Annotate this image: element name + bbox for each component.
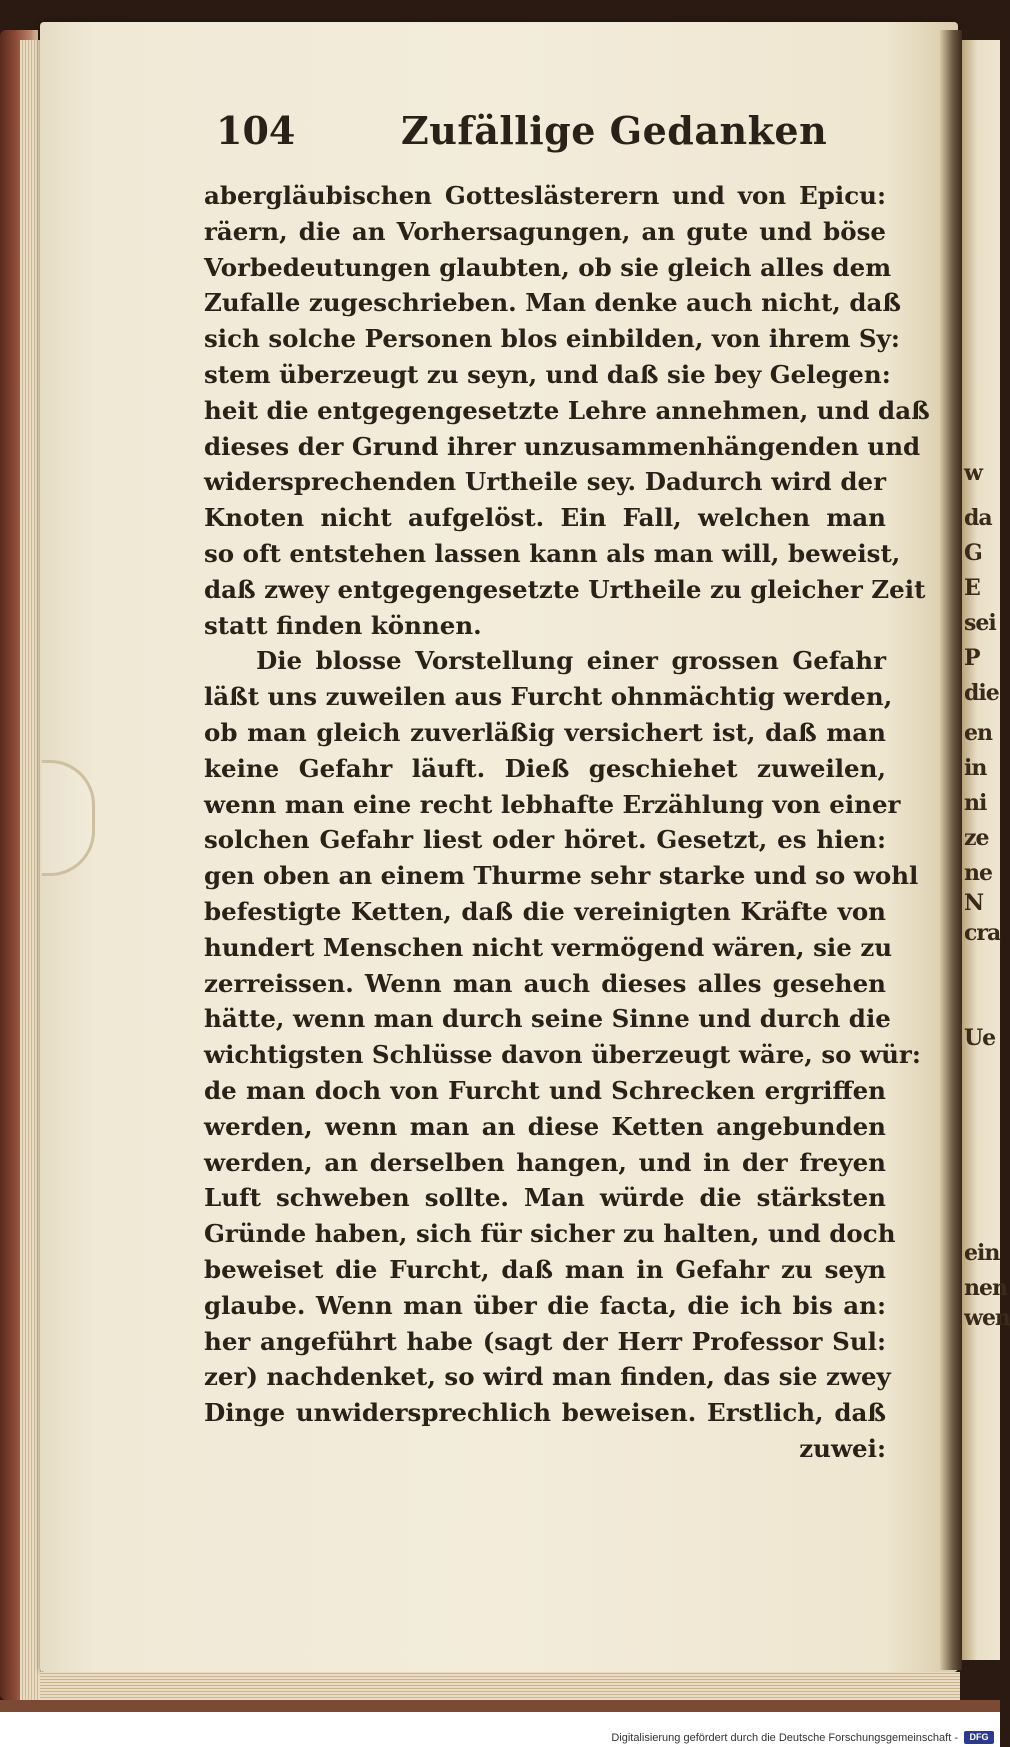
text-line: glaube. Wenn man über die facta, die ich bis an: [204,1290,886,1320]
text-line: befestigte Ketten, daß die vereinigten Kräfte von [204,896,886,926]
page-header [216,108,876,168]
text-line: daß zwey entgegengesetzte Urtheile zu gleicher Zeit [204,574,926,604]
text-line: heit die entgegengesetzte Lehre annehmen, und daß [204,395,930,425]
page-edges-left [20,40,42,1700]
text-line: wichtigsten Schlüsse davon überzeugt wäre, so wür: [204,1040,921,1070]
text-line: werden, wenn man an diese Ketten angebunden [204,1111,886,1141]
text-line: widersprechenden Urtheile sey. Dadurch wird der [204,467,886,497]
facing-page-fragment: ze [964,825,989,851]
text-line: Zufalle zugeschrieben. Man denke auch nicht, daß [204,288,901,318]
running-title: Zufällige Gedanken [401,108,828,153]
facing-page-fragment: ein [964,1240,1000,1266]
text-line: zerreissen. Wenn man auch dieses alles gesehen [204,968,886,998]
footer-credit: Digitalisierung gefördert durch die Deutsche Forschungsgemeinschaft - [611,1732,958,1744]
facing-page-fragment: ne [964,860,992,886]
text-line: abergläubischen Gotteslästerern und von Epicu: [204,181,886,210]
book-cover-edge [0,1700,1000,1712]
text-line: läßt uns zuweilen aus Furcht ohnmächtig werden, [204,682,893,712]
facing-page-fragment: die [964,680,999,706]
text-line: solchen Gefahr liest oder höret. Gesetzt, es hien: [204,825,886,855]
text-line: räern, die an Vorhersagungen, an gute und böse [204,216,886,246]
facing-page-fragment: w [964,460,982,486]
facing-page-fragment: nen [964,1275,1007,1301]
body-text [204,178,930,1467]
text-line: Vorbedeutungen glaubten, ob sie gleich alles dem [204,252,892,282]
text-line: Luft schweben sollte. Man würde die stärksten [204,1183,886,1213]
facing-page-fragment: wen [964,1305,1010,1331]
dfg-logo: DFG [964,1731,994,1744]
facing-page-fragment: G [964,540,982,566]
text-line: statt finden können. [204,610,482,640]
text-line: dieses der Grund ihrer unzusammenhängenden und [204,431,921,461]
facing-page-fragment: cra [964,920,1001,946]
text-line: hätte, wenn man durch seine Sinne und durch die [204,1004,891,1034]
catchword: zuwei: [799,1433,886,1463]
text-line: Dinge unwidersprechlich beweisen. Erstlich, daß [204,1398,886,1428]
facing-page-fragment: E [964,575,980,601]
facing-page-fragment: ni [964,790,987,816]
text-line: so oft entstehen lassen kann als man will, beweist, [204,538,901,568]
text-line: gen oben an einem Thurme sehr starke und so wohl [204,861,919,891]
text-line: wenn man eine recht lebhafte Erzählung von einer [204,789,901,819]
text-line: beweiset die Furcht, daß man in Gefahr zu seyn [204,1254,886,1284]
text-line: stem überzeugt zu seyn, und daß sie bey Gelegen: [204,359,891,389]
text-line: keine Gefahr läuft. Dieß geschiehet zuweilen, [204,753,886,783]
text-line: Gründe haben, sich für sicher zu halten, und doch [204,1219,896,1249]
text-line: zer) nachdenket, so wird man finden, das sie zwey [204,1362,891,1392]
facing-page-fragment: P [964,645,980,671]
text-line: de man doch von Furcht und Schrecken ergriffen [204,1075,886,1105]
facing-page-fragment: N [964,890,984,916]
text-line: sich solche Personen blos einbilden, von ihrem Sy: [204,324,900,354]
text-line: her angeführt habe (sagt der Herr Professor Sul: [204,1326,886,1356]
facing-page-fragment: da [964,505,992,531]
text-line: werden, an derselben hangen, und in der freyen [204,1147,886,1177]
facing-page-fragment: en [964,720,992,746]
page-edges-bottom [40,1672,960,1700]
page-number: 104 [216,108,296,153]
text-line: ob man gleich zuverläßig versichert ist, daß man [204,717,886,747]
facing-page-edge [962,40,1010,1660]
footer [0,1712,1000,1747]
facing-page-fragment: sei [964,610,996,636]
text-line: Die blosse Vorstellung einer grossen Gefahr [256,646,886,676]
facing-page-fragment: in [964,755,987,781]
facing-page-fragment: Ue [964,1025,996,1051]
text-line: Knoten nicht aufgelöst. Ein Fall, welchen man [204,503,886,533]
text-line: hundert Menschen nicht vermögend wären, sie zu [204,932,893,962]
book-gutter [940,30,962,1670]
